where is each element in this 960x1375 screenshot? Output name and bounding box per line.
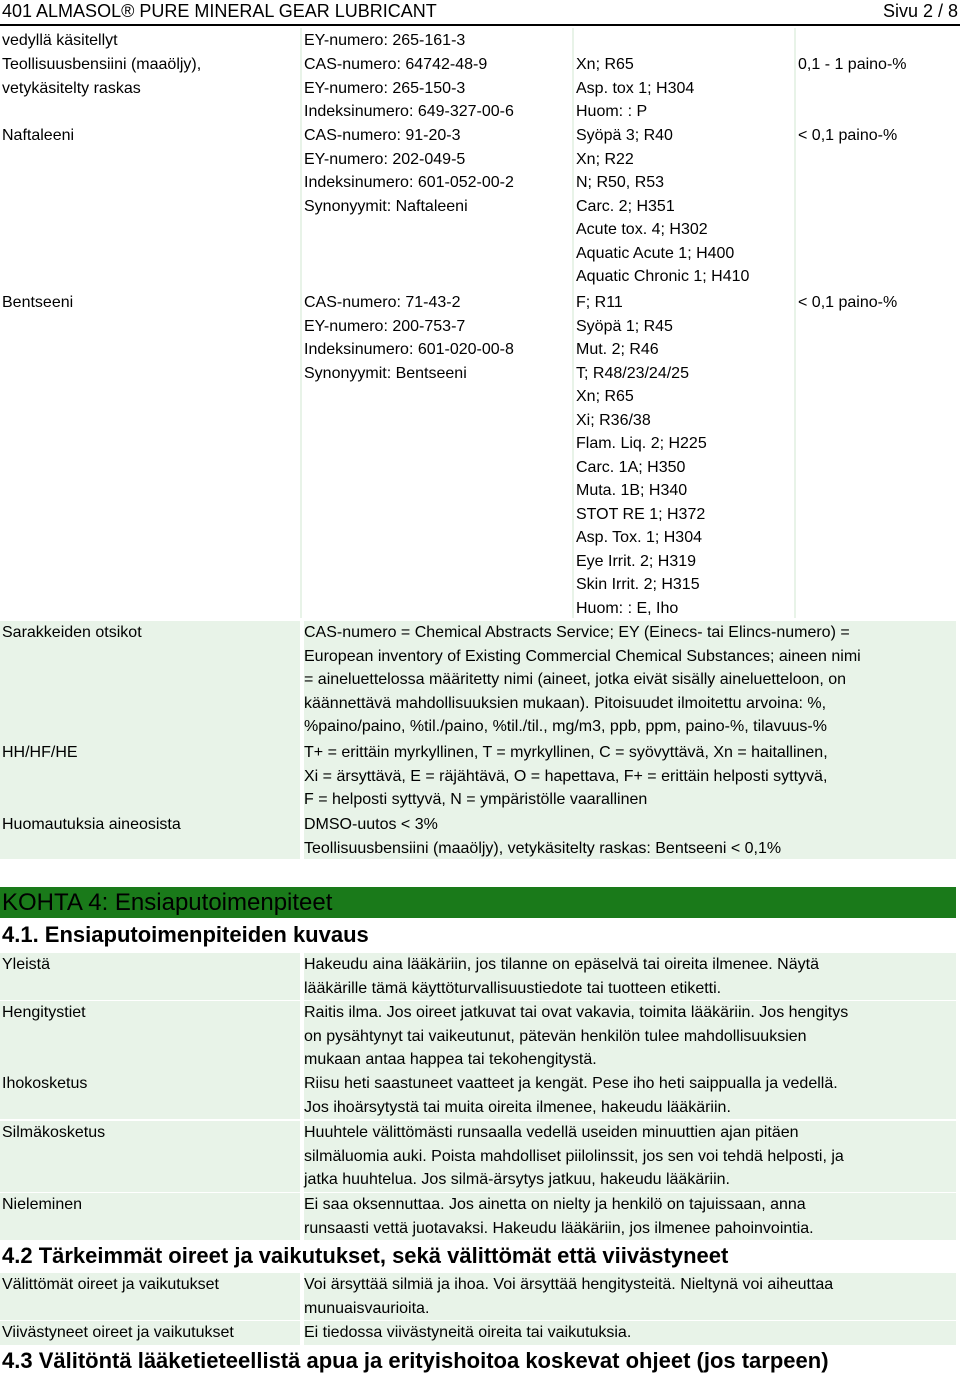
symptoms-label: Välittömät oireet ja vaikutukset	[2, 1276, 219, 1293]
text-line: STOT RE 1; H372	[576, 505, 706, 523]
first-aid-label: Hengitystiet	[2, 1004, 86, 1021]
text-line: F = helposti syttyvä, N = ympäristölle vaarallinen	[304, 791, 648, 808]
text-line: CAS-numero: 91-20-3	[304, 127, 461, 144]
text-line: Huom: : E, Iho	[576, 599, 679, 617]
composition-row	[0, 124, 960, 290]
text-line: Eye Irrit. 2; H319	[576, 552, 697, 570]
text-line: Raitis ilma. Jos oireet jatkuvat tai ovat vakavia, toimita lääkäriin. Jos hengitys	[304, 1004, 849, 1021]
substance-name-cell	[2, 291, 298, 315]
text-line: Syöpä 1; R45	[576, 317, 673, 335]
text-line: munuaisvaurioita.	[304, 1299, 430, 1317]
text-line: Jos ihoärsytystä tai muita oireita ilmenee, hakeudu lääkäriin.	[304, 1098, 731, 1116]
first-aid-label: Silmäkosketus	[2, 1124, 106, 1141]
notes-label: HH/HF/HE	[2, 744, 78, 761]
text-line: runsaasti vettä juotavaksi. Hakeudu lääkäriin, jos ilmenee pahoinvointia.	[304, 1219, 814, 1237]
text-line: European inventory of Existing Commercial Chemical Substances; aineen nimi	[304, 647, 861, 665]
composition-row	[0, 29, 960, 53]
first-aid-label: Yleistä	[2, 956, 51, 973]
first-aid-text	[304, 953, 954, 1000]
text-line: Synonyymit: Naftaleeni	[304, 197, 468, 215]
text-line: Teollisuusbensiini (maaöljy),	[2, 56, 202, 73]
text-line: Skin Irrit. 2; H315	[576, 576, 700, 593]
identifiers-cell	[304, 29, 572, 53]
text-line: Ei tiedossa viivästyneitä oireita tai vaikutuksia.	[304, 1324, 632, 1341]
substance-name-cell	[2, 124, 298, 148]
text-line: EY-numero: 202-049-5	[304, 150, 466, 168]
identifiers-cell	[304, 291, 572, 385]
text-line: = aineluettelossa määritetty nimi (aineet, jotka eivät sisälly aineluetteloon, on	[304, 671, 847, 688]
first-aid-label: Ihokosketus	[2, 1075, 88, 1092]
text-line: DMSO-uutos < 3%	[304, 816, 438, 833]
identifiers-cell	[304, 53, 572, 124]
text-line: Xn; R65	[576, 388, 634, 405]
text-line: F; R11	[576, 294, 623, 311]
subsection-4-1-title: 4.1. Ensiaputoimenpiteiden kuvaus	[2, 922, 369, 947]
classification-cell	[576, 53, 794, 124]
text-line: vetykäsitelty raskas	[2, 79, 141, 97]
text-line: Asp. tox 1; H304	[576, 79, 695, 97]
text-line: Aquatic Chronic 1; H410	[576, 268, 750, 285]
text-line: Ei saa oksennuttaa. Jos ainetta on nielty ja henkilö on tajuissaan, anna	[304, 1196, 806, 1213]
text-line: CAS-numero = Chemical Abstracts Service; EY (Einecs- tai Elincs-numero) =	[304, 624, 850, 641]
subsection-4-3-title: 4.3 Välitöntä lääketieteellistä apua ja erityishoitoa koskevat ohjeet (jos tarpeen)	[2, 1348, 829, 1373]
text-line: Indeksinumero: 649-327-00-6	[304, 103, 514, 120]
text-line: Muta. 1B; H340	[576, 482, 688, 499]
first-aid-text	[304, 1001, 954, 1072]
text-line: Huuhtele välittömästi runsaalla vedellä useiden minuuttien ajan pitäen	[304, 1124, 799, 1141]
text-line: EY-numero: 200-753-7	[304, 317, 466, 335]
symptoms-text	[304, 1321, 954, 1345]
first-aid-text	[304, 1193, 954, 1240]
text-line: Xi; R36/38	[576, 411, 651, 429]
text-line: < 0,1 paino-%	[798, 294, 898, 311]
text-line: < 0,1 paino-%	[798, 127, 898, 144]
text-line: Mut. 2; R46	[576, 341, 659, 358]
text-line: EY-numero: 265-161-3	[304, 32, 466, 49]
text-line: EY-numero: 265-150-3	[304, 79, 466, 97]
text-line: Indeksinumero: 601-052-00-2	[304, 174, 514, 191]
text-line: vedyllä käsitellyt	[2, 32, 118, 49]
text-line: T+ = erittäin myrkyllinen, T = myrkyllinen, C = syövyttävä, Xn = haitallinen,	[304, 744, 828, 761]
substance-name-cell	[2, 29, 298, 53]
text-line: Bentseeni	[2, 294, 74, 311]
notes-label: Sarakkeiden otsikot	[2, 624, 142, 641]
notes-text	[304, 741, 954, 812]
text-line: 0,1 - 1 paino-%	[798, 56, 907, 73]
text-line: Asp. Tox. 1; H304	[576, 529, 702, 546]
text-line: %paino/paino, %til./paino, %til./til., mg/m3, ppb, ppm, paino-%, tilavuus-%	[304, 718, 827, 735]
text-line: Teollisuusbensiini (maaöljy), vetykäsitelty raskas: Bentseeni < 0,1%	[304, 839, 782, 857]
concentration-cell	[798, 124, 956, 148]
substance-name-cell	[2, 53, 298, 100]
classification-cell	[576, 291, 794, 620]
notes-label: Huomautuksia aineosista	[2, 816, 181, 833]
classification-cell	[576, 124, 794, 289]
text-line: Xn; R22	[576, 150, 634, 168]
text-line: jatka huuhtelua. Jos silmä-ärsytys jatkuu, hakeudu lääkäriin.	[304, 1171, 730, 1188]
concentration-cell	[798, 291, 956, 315]
text-line: Aquatic Acute 1; H400	[576, 244, 735, 262]
section-4-title: KOHTA 4: Ensiaputoimenpiteet	[2, 889, 333, 916]
section-4-banner	[0, 887, 956, 918]
text-line: on pysähtynyt tai vaikeutunut, pätevän henkilön tulee mahdollisuuksien	[304, 1027, 807, 1045]
composition-row	[0, 291, 960, 621]
text-line: Voi ärsyttää silmiä ja ihoa. Voi ärsyttää hengitysteitä. Nieltynä voi aiheuttaa	[304, 1276, 834, 1293]
notes-text	[304, 813, 954, 860]
text-line: CAS-numero: 64742-48-9	[304, 56, 488, 73]
text-line: lääkärille tämä käyttöturvallisuustiedote tai tuotteen etiketti.	[304, 979, 722, 997]
document-title: 401 ALMASOL® PURE MINERAL GEAR LUBRICANT	[2, 1, 437, 21]
text-line: N; R50, R53	[576, 174, 665, 191]
first-aid-text	[304, 1072, 954, 1119]
text-line: Hakeudu aina lääkäriin, jos tilanne on epäselvä tai oireita ilmenee. Näytä	[304, 956, 819, 973]
concentration-cell	[798, 53, 956, 77]
text-line: Flam. Liq. 2; H225	[576, 435, 707, 452]
text-line: Carc. 2; H351	[576, 197, 675, 215]
text-line: käännettävä mahdollisuuksien mukaan). Pitoisuudet ilmoitettu arvoina: %,	[304, 694, 827, 712]
text-line: Carc. 1A; H350	[576, 458, 686, 476]
first-aid-text	[304, 1121, 954, 1192]
symptoms-label: Viivästyneet oireet ja vaikutukset	[2, 1324, 234, 1341]
subsection-4-2-title: 4.2 Tärkeimmät oireet ja vaikutukset, sekä välittömät että viivästyneet	[2, 1243, 729, 1268]
text-line: T; R48/23/24/25	[576, 364, 689, 382]
text-line: CAS-numero: 71-43-2	[304, 294, 461, 311]
text-line: mukaan antaa happea tai tekohengitystä.	[304, 1051, 597, 1068]
text-line: Huom: : P	[576, 103, 648, 120]
text-line: Indeksinumero: 601-020-00-8	[304, 341, 514, 358]
page-number: Sivu 2 / 8	[882, 1, 958, 21]
text-line: silmäluomia auki. Poista mahdolliset piilolinssit, jos sen voi tehdä helposti, ja	[304, 1147, 844, 1165]
text-line: Syöpä 3; R40	[576, 127, 673, 144]
text-line: Riisu heti saastuneet vaatteet ja kengät. Pese iho heti saippualla ja vedellä.	[304, 1075, 838, 1092]
first-aid-label: Nieleminen	[2, 1196, 83, 1213]
text-line: Acute tox. 4; H302	[576, 221, 708, 238]
text-line: Naftaleeni	[2, 127, 75, 144]
notes-text	[304, 621, 954, 739]
page-header	[0, 0, 960, 26]
composition-row	[0, 53, 960, 125]
text-line: Synonyymit: Bentseeni	[304, 364, 467, 382]
identifiers-cell	[304, 124, 572, 218]
text-line: Xi = ärsyttävä, E = räjähtävä, O = hapettava, F+ = erittäin helposti syttyvä,	[304, 767, 828, 785]
text-line: Xn; R65	[576, 56, 634, 73]
symptoms-text	[304, 1273, 954, 1320]
